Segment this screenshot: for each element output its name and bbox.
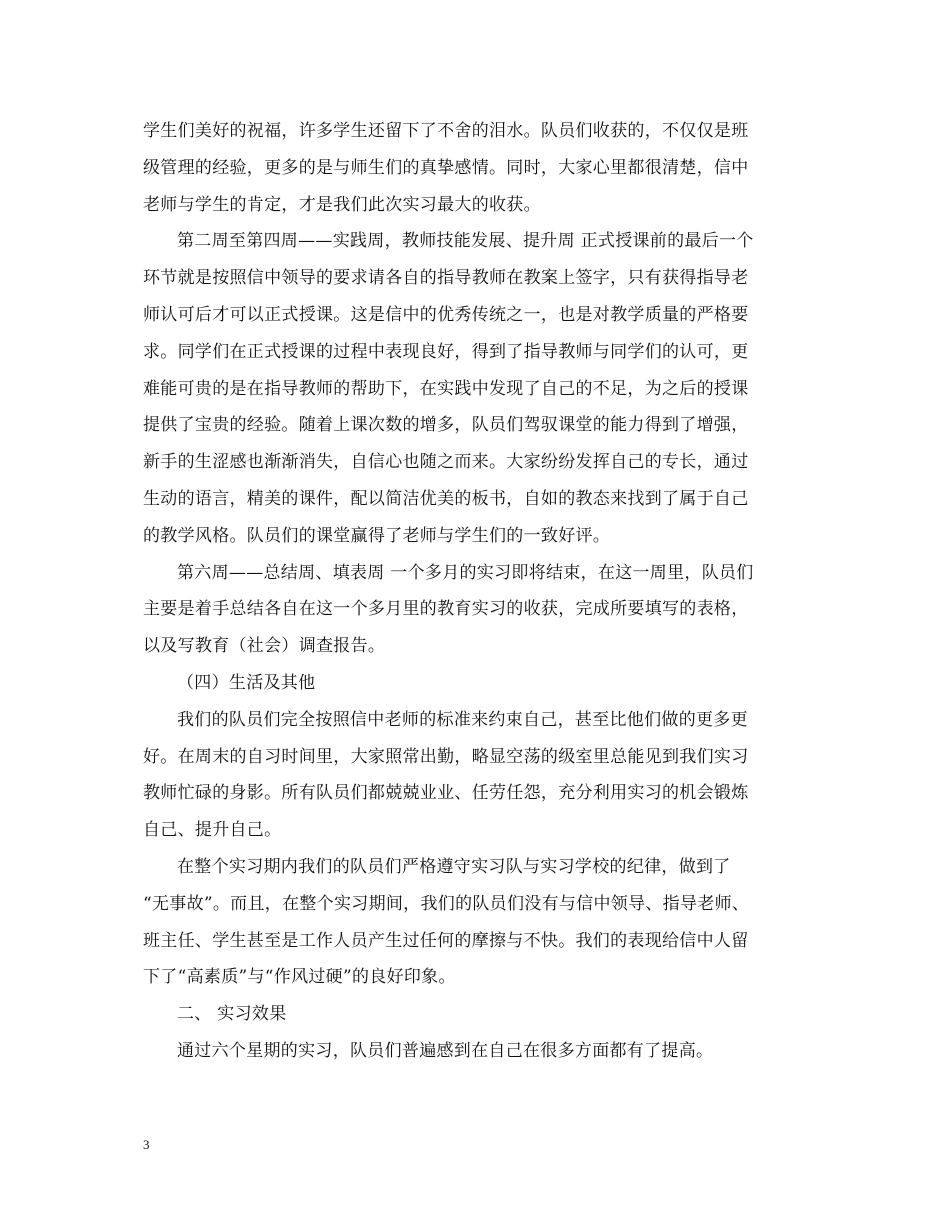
text-line: 难能可贵的是在指导教师的帮助下，在实践中发现了自己的不足，为之后的授课	[143, 378, 749, 399]
text-line: “无事故”。而且，在整个实习期间，我们的队员们没有与信中领导、指导老师、	[143, 893, 750, 914]
text-line: 主要是着手总结各自在这一个多月里的教育实习的收获，完成所要填写的表格，	[143, 599, 749, 620]
text-line: 环节就是按照信中领导的要求请各自的指导教师在教案上签字，只有获得指导老	[143, 268, 749, 289]
body-paragraph	[143, 702, 805, 849]
text-line: 的教学风格。队员们的课堂赢得了老师与学生们的一致好评。	[143, 525, 611, 546]
text-line: 学生们美好的祝福，许多学生还留下了不舍的泪水。队员们收获的，不仅仅是班	[143, 121, 749, 141]
text-line: 生动的语言，精美的课件，配以简洁优美的板书，自如的教态来找到了属于自己	[143, 488, 749, 509]
document-body	[143, 113, 805, 1070]
text-line: 新手的生涩感也渐渐消失，自信心也随之而来。大家纷纷发挥自己的专长，通过	[143, 452, 749, 473]
text-line: 通过六个星期的实习，队员们普遍感到在自己在很多方面都有了提高。	[177, 1040, 714, 1061]
text-line: 二、 实习效果	[177, 1004, 287, 1025]
text-line: 第二周至第四周——实践周，教师技能发展、提升周 正式授课前的最后一个	[177, 231, 754, 252]
section-heading	[143, 665, 805, 702]
text-line: 提供了宝贵的经验。随着上课次数的增多，队员们驾驭课堂的能力得到了增强，	[143, 415, 749, 436]
text-line: 教师忙碌的身影。所有队员们都兢兢业业、任劳任怨，充分利用实习的机会锻炼	[143, 783, 749, 804]
text-line: 好。在周末的自习时间里，大家照常出勤，略显空荡的级室里总能见到我们实习	[143, 746, 749, 767]
body-paragraph	[143, 1033, 805, 1070]
text-line: 第六周——总结周、填表周 一个多月的实习即将结束，在这一周里，队员们	[177, 562, 754, 583]
body-paragraph	[143, 555, 805, 665]
text-line: 求。同学们在正式授课的过程中表现良好，得到了指导教师与同学们的认可，更	[143, 341, 749, 362]
text-line: 级管理的经验，更多的是与师生们的真挚感情。同时，大家心里都很清楚，信中	[143, 157, 749, 178]
body-paragraph	[143, 849, 805, 996]
text-line: 师认可后才可以正式授课。这是信中的优秀传统之一，也是对教学质量的严格要	[143, 304, 749, 325]
text-line: 我们的队员们完全按照信中老师的标准来约束自己，甚至比他们做的更多更	[177, 709, 748, 730]
text-line: 自己、提升自己。	[143, 820, 282, 841]
text-line: 下了“高素质”与“作风过硬”的良好印象。	[143, 967, 456, 988]
body-paragraph	[143, 113, 805, 223]
section-heading	[143, 996, 805, 1033]
text-line: 以及写教育（社会）调查报告。	[143, 636, 386, 657]
text-line: 班主任、学生甚至是工作人员产生过任何的摩擦与不快。我们的表现给信中人留	[143, 930, 749, 951]
body-paragraph	[143, 223, 805, 554]
text-line: 老师与学生的肯定，才是我们此次实习最大的收获。	[143, 194, 541, 215]
page-number: 3	[143, 1137, 150, 1152]
text-line: （四）生活及其他	[177, 672, 316, 693]
text-line: 在整个实习期内我们的队员们严格遵守实习队与实习学校的纪律，做到了	[177, 856, 731, 877]
